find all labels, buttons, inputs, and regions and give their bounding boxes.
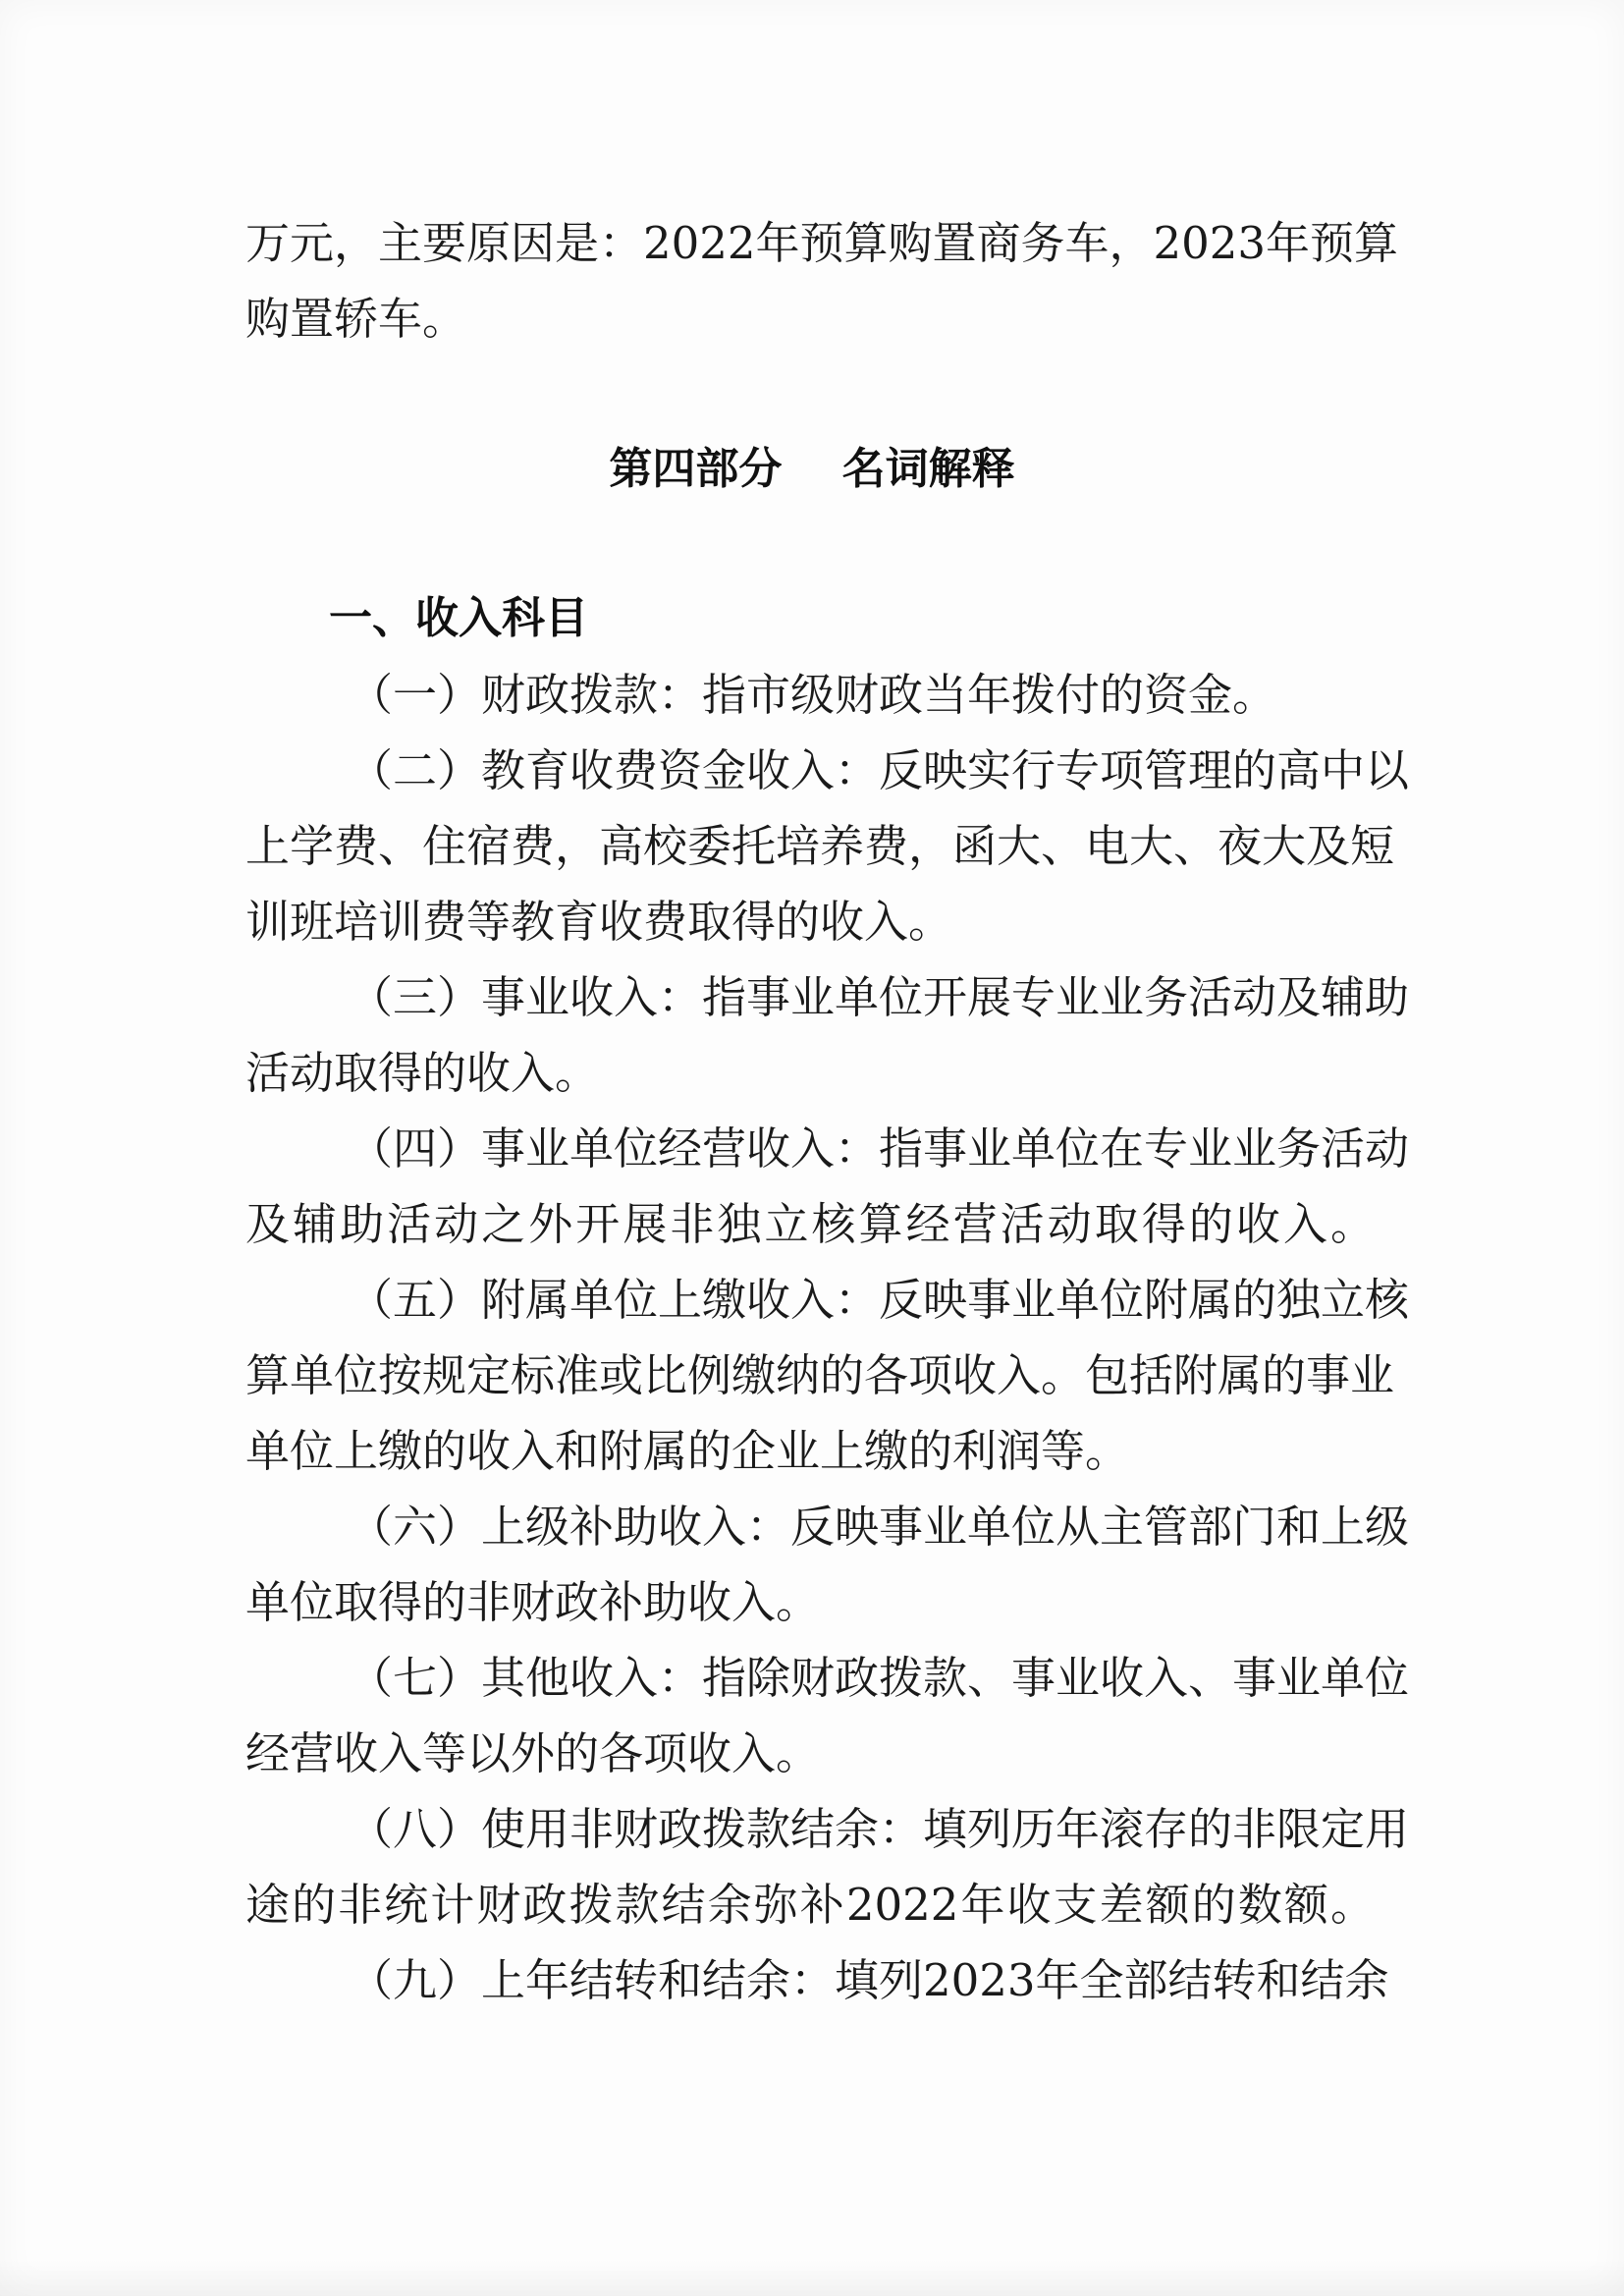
part-title: 第四部分 名词解释	[609, 444, 1015, 494]
item-line: （三）事业收入：指事业单位开展专业业务活动及辅助	[349, 971, 1410, 1023]
item-line: 活动取得的收入。	[245, 1047, 600, 1099]
item-line: 途的非统计财政拨款结余弥补2022年收支差额的数额。	[245, 1879, 1375, 1931]
item-line: （五）附属单位上缴收入：反映事业单位附属的独立核	[349, 1274, 1410, 1326]
item-line: （六）上级补助收入：反映事业单位从主管部门和上级	[349, 1501, 1410, 1553]
item-line: 经营收入等以外的各项收入。	[245, 1727, 821, 1779]
section-title: 一、收入科目	[329, 593, 588, 643]
item-line: 及辅助活动之外开展非独立核算经营活动取得的收入。	[245, 1198, 1375, 1250]
scan-bottom-edge	[0, 2259, 1624, 2296]
item-line: （四）事业单位经营收入：指事业单位在专业业务活动	[349, 1122, 1410, 1175]
item-line: （九）上年结转和结余：填列2023年全部结转和结余	[349, 1954, 1389, 2006]
item-line: 单位上缴的收入和附属的企业上缴的利润等。	[245, 1425, 1130, 1477]
item-line: 单位取得的非财政补助收入。	[245, 1576, 821, 1628]
paragraph-line: 购置轿车。	[245, 293, 467, 345]
item-line: （八）使用非财政拨款结余：填列历年滚存的非限定用	[349, 1803, 1410, 1855]
item-line: （二）教育收费资金收入：反映实行专项管理的高中以	[349, 744, 1410, 796]
item-line: 算单位按规定标准或比例缴纳的各项收入。包括附属的事业	[245, 1349, 1395, 1401]
item-line: 训班培训费等教育收费取得的收入。	[245, 896, 953, 948]
paragraph-line: 万元，主要原因是：2022年预算购置商务车，2023年预算	[245, 217, 1399, 269]
item-line: （七）其他收入：指除财政拨款、事业收入、事业单位	[349, 1652, 1410, 1704]
item-line: 上学费、住宿费，高校委托培养费，函大、电大、夜大及短	[245, 820, 1395, 872]
item-line: （一）财政拨款：指市级财政当年拨付的资金。	[349, 669, 1277, 721]
